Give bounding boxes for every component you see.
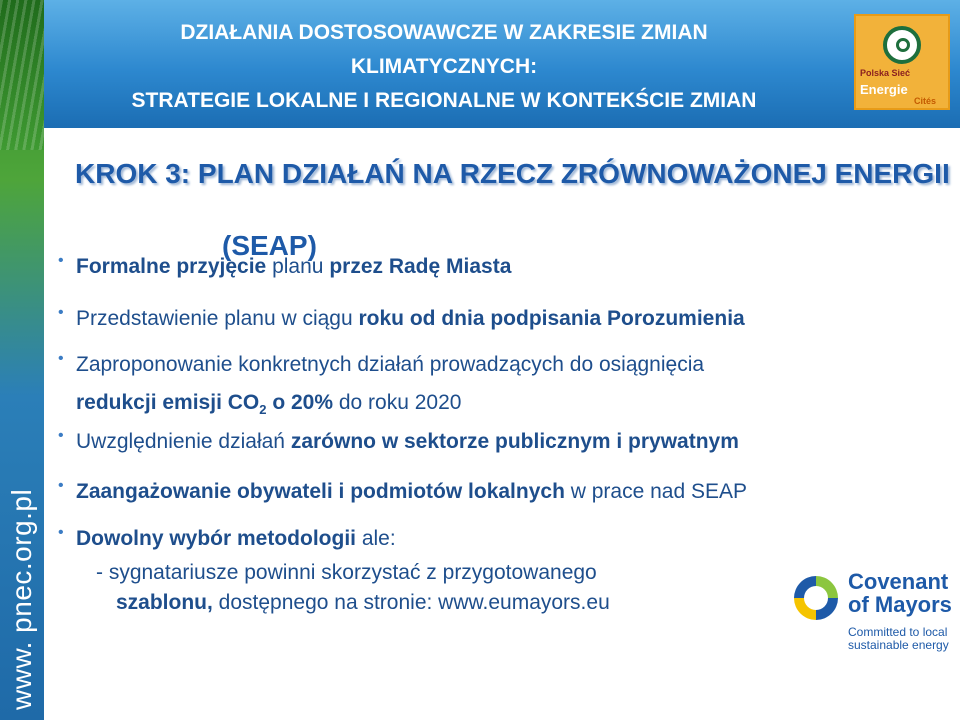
pnec-logo-text-2: Energie — [860, 82, 908, 97]
bullet-4-text: Uwzględnienie działań — [76, 430, 291, 453]
list-item — [58, 304, 745, 334]
bullet-icon: • — [58, 477, 64, 494]
pnec-logo-text-1: Polska Sieć — [860, 68, 911, 78]
bullet-4-bold: zarówno w sektorze publicznym i prywatnym — [290, 430, 739, 453]
covenant-of-mayors-logo — [788, 562, 960, 687]
step-subtitle: (SEAP) — [222, 230, 317, 261]
covenant-name-line-2: of Mayors — [848, 592, 952, 617]
bullet-6-line-3-bold: szablonu, — [116, 591, 213, 614]
covenant-tagline — [848, 626, 949, 652]
bullet-1-text: planu — [266, 255, 330, 278]
bullet-icon: • — [58, 252, 64, 269]
bullet-6-bold: Dowolny wybór metodologii — [76, 527, 356, 550]
bullet-6-text: ale: — [356, 527, 396, 550]
bullet-3-bold-a: redukcji emisji CO — [76, 391, 260, 414]
header-band — [44, 0, 960, 128]
bullet-1-bold-1: Formalne przyjęcie — [76, 255, 267, 278]
step-title: KROK 3: PLAN DZIAŁAŃ NA RZECZ ZRÓWNOWAŻONEJ ENERGII — [75, 158, 950, 189]
covenant-mark-icon — [790, 572, 842, 624]
bullet-3-line-1: Zaproponowanie konkretnych działań prowadzących do osiągnięcia — [76, 353, 705, 376]
bullet-1-bold-2: przez Radę Miasta — [329, 255, 512, 278]
grass-decoration — [0, 0, 44, 150]
covenant-name — [848, 570, 952, 616]
bullet-5-bold: Zaangażowanie obywateli i podmiotów lokalnych — [76, 480, 565, 503]
bullet-5-text: w prace nad SEAP — [564, 480, 748, 503]
covenant-tagline-line-2: sustainable energy — [848, 638, 949, 652]
list-item — [58, 427, 739, 457]
covenant-tagline-line-1: Committed to local — [848, 625, 948, 639]
bullet-icon: • — [58, 427, 64, 444]
bullet-icon: • — [58, 350, 64, 367]
covenant-name-line-1: Covenant — [848, 569, 949, 594]
bullet-2-bold: roku od dnia podpisania Porozumienia — [358, 307, 745, 330]
bullet-icon: • — [58, 524, 64, 541]
pnec-logo-text-3: Cités — [914, 96, 937, 106]
bullet-6-line-3-text: dostępnego na stronie: www.eumayors.eu — [212, 591, 610, 614]
list-item — [58, 350, 704, 425]
bullet-2-text: Przedstawienie planu w ciągu — [76, 307, 359, 330]
pnec-logo — [854, 14, 950, 110]
pnec-logo-mark-icon — [883, 26, 921, 64]
bullet-3-subscript: 2 — [259, 402, 267, 417]
list-item — [58, 477, 747, 507]
bullet-3-bold-b: o 20% — [266, 391, 334, 414]
list-item — [58, 524, 610, 618]
left-decorative-strip — [0, 0, 44, 720]
header-title-line-3: STRATEGIE LOKALNE I REGIONALNE W KONTEKŚCIE ZMIAN — [131, 89, 757, 112]
header-title-line-1: DZIAŁANIA DOSTOSOWAWCZE W ZAKRESIE ZMIAN — [180, 21, 708, 44]
bullet-6-line-2: - sygnatariusze powinni skorzystać z przygotowanego — [96, 561, 597, 584]
list-item — [58, 252, 511, 282]
bullet-3-text: do roku 2020 — [333, 391, 462, 414]
site-url: www. pnec.org.pl — [6, 488, 37, 710]
header-title — [44, 16, 844, 118]
bullet-icon: • — [58, 304, 64, 321]
header-title-line-2: KLIMATYCZNYCH: — [350, 55, 538, 78]
